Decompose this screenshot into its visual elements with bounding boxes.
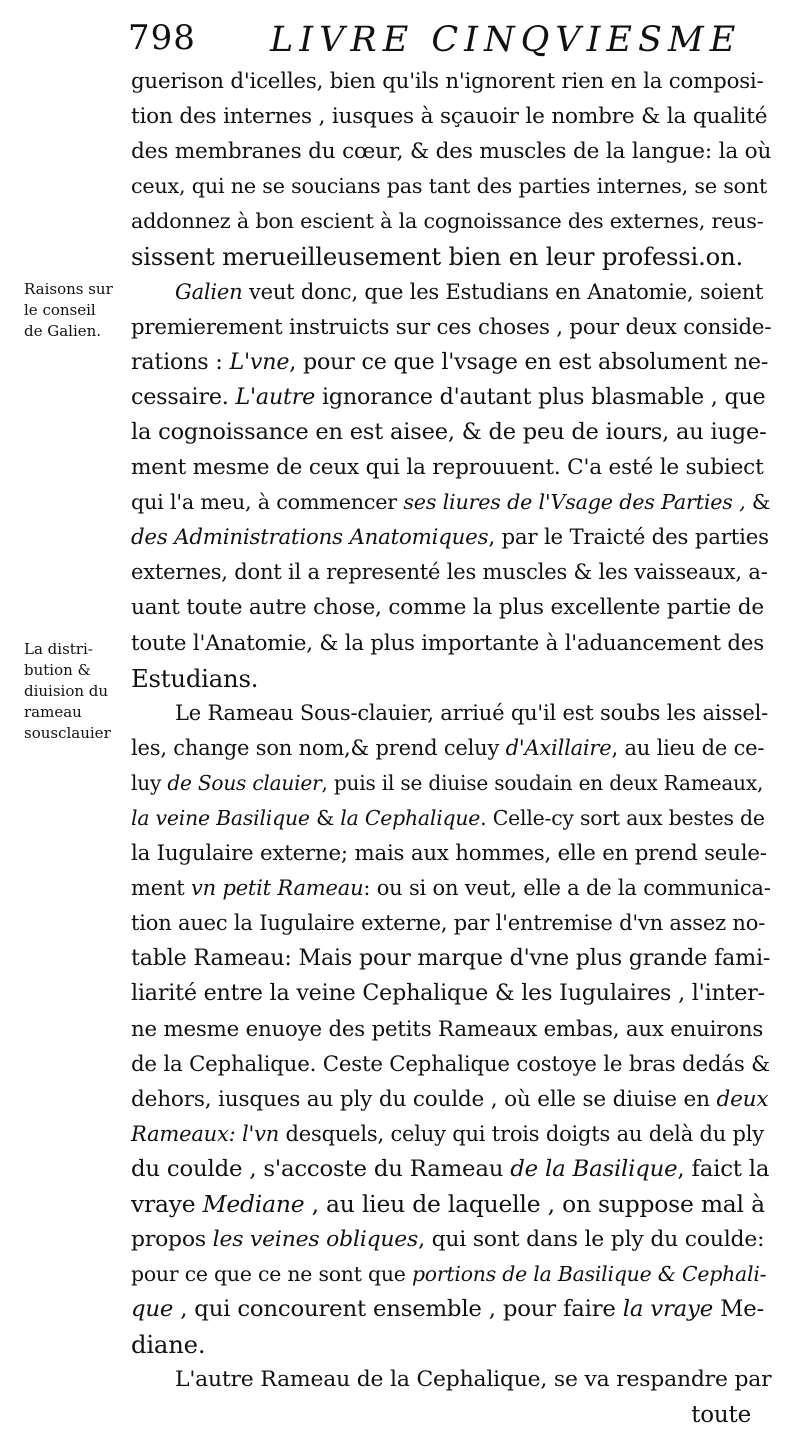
italic-run: des Administrations Anatomiques (131, 525, 489, 551)
italic-run: ses liures de l'Vsage des Parties , (403, 490, 746, 515)
body-text (131, 64, 771, 1433)
catchword (131, 1398, 771, 1433)
text-run: , puis il se diuise soudain en deux Rameaux, (321, 770, 764, 795)
text-line (131, 590, 771, 625)
text-line (131, 976, 771, 1011)
text-run: & (309, 805, 341, 830)
page-number: 798 (128, 18, 196, 58)
text-run: ceux, qui ne se soucians pas tant des parties internes, se sont (131, 174, 768, 199)
text-run: liarité entre la veine Cephalique & les Iugulaires , l'inter- (131, 980, 765, 1007)
margin-note-line: sousclauier (24, 724, 111, 742)
text-line (131, 64, 771, 99)
text-run: toute (691, 1401, 751, 1428)
text-run: luy (131, 770, 168, 795)
text-run: ment mesme de ceux qui la reprouuent. C'a esté le subiect (131, 455, 764, 481)
text-run: guerison d'icelles, bien qu'ils n'ignorent rien en la composi- (131, 69, 764, 94)
text-line (131, 1257, 771, 1292)
text-run: tion des internes , iusques à sçauoir le nombre & la qualité (131, 104, 768, 130)
italic-run: L'autre (235, 383, 316, 410)
text-run: , par le Traicté des parties (488, 525, 769, 551)
text-run: du coulde , s'accoste du Rameau (131, 1155, 511, 1182)
text-run: toute l'Anatomie, & la plus importante à l'aduancement des (131, 630, 764, 656)
text-run: veut donc, que les Estudians en Anatomie, soient (242, 279, 764, 304)
italic-run: d'Axillaire (505, 735, 612, 760)
text-line (131, 1152, 771, 1187)
text-run: tion auec la Iugulaire externe, par l'entremise d'vn assez no- (131, 911, 766, 936)
text-run: : ou si on veut, elle a de la communica- (363, 876, 771, 901)
text-line (131, 661, 771, 696)
text-run: rations : (131, 348, 230, 375)
text-run: & (745, 490, 771, 515)
text-run: des membranes du cœur, & des muscles de la langue: la où (131, 139, 772, 165)
margin-note-line: La distri- (24, 640, 93, 658)
text-run: diane. (131, 1330, 206, 1360)
text-line (131, 1082, 771, 1117)
margin-note-line: bution & (24, 661, 91, 679)
text-run: . Celle-cy sort aux bestes de (480, 805, 765, 830)
text-run: la Iugulaire externe; mais aux hommes, elle en prend seule- (131, 841, 767, 867)
text-line (131, 99, 771, 134)
italic-run: portions de la Basilique & Cephali- (411, 1262, 767, 1287)
italic-run: les veines obliques (212, 1227, 419, 1253)
margin-note-line: de Galien. (24, 322, 102, 340)
italic-run: deux (716, 1086, 769, 1112)
page-header (128, 18, 788, 68)
text-run: ignorance d'autant plus blasmable , que (315, 383, 766, 410)
text-run: vraye (131, 1190, 203, 1218)
text-line (131, 169, 771, 204)
text-line (131, 766, 771, 801)
text-line (131, 1012, 771, 1047)
italic-run: L'vne (229, 348, 290, 375)
text-line (131, 1117, 771, 1152)
text-line (131, 696, 771, 731)
text-line (131, 415, 771, 450)
text-line (131, 380, 771, 415)
text-line (131, 836, 771, 871)
text-run: dehors, iusques au ply du coulde , où elle se diuise en (131, 1086, 717, 1112)
text-run: ment (131, 876, 191, 901)
text-run: cessaire. (131, 383, 236, 410)
text-line (131, 520, 771, 555)
text-run: les, change son nom,& prend celuy (131, 735, 506, 760)
text-line (131, 555, 771, 590)
margin-note-line: rameau (24, 703, 82, 721)
text-run: Le Rameau Sous-clauier, arriué qu'il est soubs les aissel- (175, 700, 769, 725)
text-run: externes, dont il a representé les muscles & les vaisseaux, a- (131, 560, 768, 585)
text-run: pour ce que ce ne sont que (131, 1262, 412, 1287)
text-line (131, 1222, 771, 1257)
margin-note-line: Raisons sur (24, 280, 113, 298)
text-run: Me- (713, 1296, 765, 1323)
text-run: propos (131, 1227, 213, 1253)
text-line (131, 345, 771, 380)
text-run: addonnez à bon escient à la cognoissance des externes, reus- (131, 209, 764, 234)
text-line (131, 1292, 771, 1327)
italic-run: la vraye (622, 1296, 714, 1323)
text-line (131, 941, 771, 976)
text-line (131, 204, 771, 239)
italic-run: vn petit Rameau (190, 876, 364, 901)
italic-run: Rameaux: l'vn (131, 1121, 280, 1146)
text-line (131, 906, 771, 941)
text-line (131, 1327, 771, 1362)
running-title: LIVRE CINQVIESME (270, 20, 742, 60)
text-run: , qui sont dans le ply du coulde: (418, 1227, 765, 1253)
margin-note-line: diuision du (24, 682, 109, 700)
text-line (131, 1047, 771, 1082)
text-run: table Rameau: Mais pour marque d'vne plus grande fami- (131, 945, 771, 972)
italic-run: que (131, 1296, 174, 1323)
text-line (131, 871, 771, 906)
margin-note-galien (24, 280, 134, 343)
italic-run: Mediane (202, 1190, 305, 1218)
text-line (131, 485, 771, 520)
text-run: qui l'a meu, à commencer (131, 490, 404, 515)
text-run: Estudians. (131, 663, 259, 693)
text-run: desquels, celuy qui trois doigts au delà du ply (279, 1121, 764, 1146)
italic-run: la Cephalique (340, 805, 481, 830)
text-run: ne mesme enuoye des petits Rameaux embas, aux enuirons (131, 1016, 764, 1042)
text-run: la cognoissance en est aisee, & de peu de iours, au iuge- (131, 418, 767, 445)
text-run: sissent merueilleusement bien en leur professi.on. (131, 242, 744, 272)
text-run: , qui concourent ensemble , pour faire (173, 1296, 623, 1323)
italic-run: de Sous clauier (167, 770, 322, 795)
text-line (131, 310, 771, 345)
text-run: , au lieu de laquelle , on suppose mal à (304, 1190, 765, 1218)
text-line (131, 1362, 771, 1397)
margin-note-line: le conseil (24, 301, 96, 319)
italic-run: la veine Basilique (131, 805, 310, 830)
text-line (131, 275, 771, 310)
italic-run: Galien (175, 279, 243, 304)
text-line (131, 450, 771, 485)
italic-run: de la Basilique (510, 1155, 678, 1182)
text-line (131, 626, 771, 661)
text-run: premierement instruicts sur ces choses , pour deux conside- (131, 314, 772, 340)
text-run: , faict la (677, 1155, 770, 1182)
text-line (131, 239, 771, 274)
text-line (131, 134, 771, 169)
text-run: uant toute autre chose, comme la plus excellente partie de (131, 595, 764, 621)
text-run: L'autre Rameau de la Cephalique, se va respandre par (175, 1367, 772, 1393)
text-run: , pour ce que l'vsage en est absolument ne- (289, 348, 769, 375)
text-line (131, 801, 771, 836)
text-run: de la Cephalique. Ceste Cephalique costoye le bras dedás & (131, 1051, 770, 1077)
margin-note-rameau (24, 640, 134, 745)
text-line (131, 1187, 771, 1222)
text-line (131, 731, 771, 766)
text-run: , au lieu de ce- (611, 735, 765, 760)
